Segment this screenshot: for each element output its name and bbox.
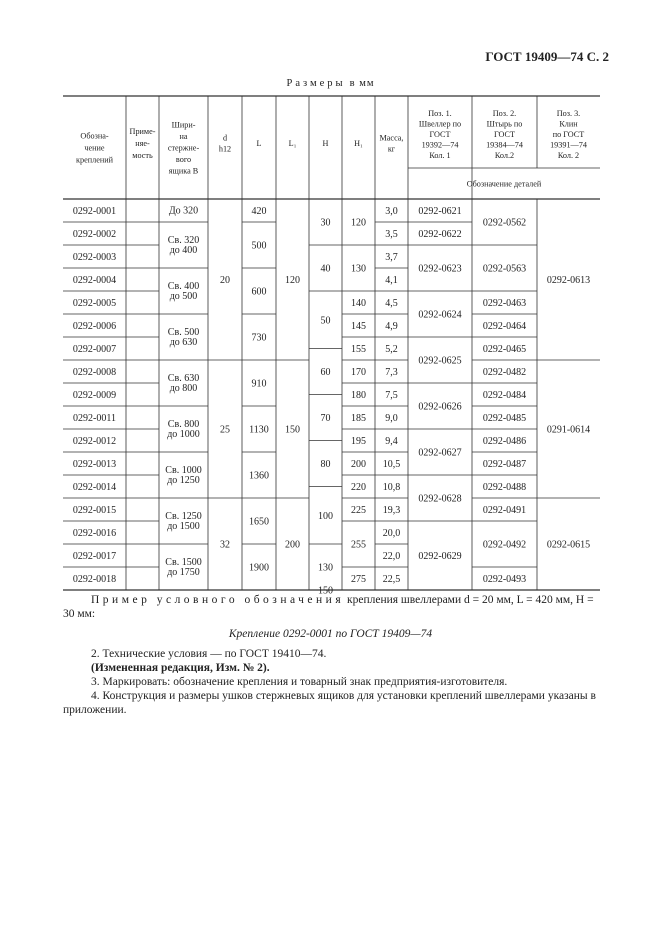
designation-cell: 0292-0009: [72, 390, 117, 401]
caption-unit: в мм: [349, 78, 375, 89]
H-cell: 60: [320, 367, 331, 378]
H-cell: 130: [318, 562, 333, 574]
d-cell: 20: [220, 275, 230, 286]
page-header: ГОСТ 19409—74 С. 2: [485, 49, 609, 64]
header-designation: чение: [84, 143, 105, 153]
header-mass: Масса,: [379, 133, 404, 143]
designation-cell: 0292-0017: [72, 551, 117, 562]
header-width: Шири-: [171, 120, 196, 130]
pos1-cell: 0292-0624: [418, 309, 462, 321]
H-cell: 100: [318, 510, 333, 522]
header-pos1: Поз. 1.: [428, 109, 452, 118]
H1-cell: 180: [351, 390, 366, 401]
pos1-cell: 0292-0623: [418, 263, 462, 275]
example-paragraph: [63, 593, 603, 621]
designation-cell: 0292-0016: [72, 528, 117, 539]
mass-cell: 4,5: [385, 298, 398, 309]
header-pos2: Кол.2: [494, 151, 515, 160]
H1-cell: 185: [351, 413, 366, 424]
pos1-cell: 0292-0628: [418, 493, 462, 505]
pos2-cell: 0292-0562: [482, 217, 527, 229]
pos2-cell: 0292-0484: [482, 390, 527, 401]
header-H1: H₁: [354, 139, 363, 148]
width-cell: До 320: [168, 205, 199, 217]
L-cell: 1650: [249, 516, 269, 528]
header-parts-designation: Обозначение деталей: [466, 179, 542, 189]
designation-cell: 0292-0001: [72, 206, 117, 217]
H-cell: 150: [318, 585, 333, 597]
L-cell: 1130: [249, 424, 269, 436]
header-application: Приме-: [129, 127, 156, 136]
H1-cell: 275: [351, 574, 366, 585]
mass-cell: 4,1: [385, 275, 398, 286]
designation-cell: 0292-0011: [73, 413, 116, 424]
paragraph-2: 2. Технические условия — по ГОСТ 19410—74.: [91, 648, 327, 660]
caption-text: Размеры: [286, 78, 346, 89]
example-rest: крепления швеллерами d = 20 мм, L = 420 мм, H = 30 мм:: [63, 594, 594, 620]
width-cell: Св. 800: [167, 419, 200, 430]
L-cell: 1360: [249, 470, 269, 482]
H1-cell: 220: [351, 482, 366, 493]
width-cell: до 1750: [167, 567, 200, 578]
header-application: няе-: [135, 139, 150, 148]
designation-cell: 0292-0002: [72, 229, 117, 240]
H-cell: 40: [320, 263, 331, 275]
H1-cell: 200: [351, 459, 366, 470]
pos2-cell: 0292-0485: [482, 413, 527, 424]
H1-cell: 120: [351, 217, 366, 229]
H1-cell: 225: [351, 505, 366, 516]
width-cell: Св. 630: [167, 373, 200, 384]
header-width: вого: [175, 155, 192, 164]
mass-cell: 7,3: [385, 367, 398, 378]
pos2-cell: 0292-0482: [482, 367, 527, 378]
header-L: L: [256, 139, 262, 148]
width-cell: до 630: [169, 337, 198, 348]
H-cell: 80: [320, 459, 331, 470]
H1-cell: 140: [351, 298, 366, 309]
H1-cell: 170: [351, 367, 366, 378]
header-application: мость: [132, 151, 153, 160]
L1-cell: 120: [285, 275, 300, 286]
pos3-cell: 0292-0613: [546, 275, 591, 286]
designation-cell: 0292-0012: [72, 436, 117, 447]
L-cell: 420: [251, 206, 267, 217]
pos1-cell: 0292-0621: [418, 206, 462, 217]
H1-cell: 145: [351, 321, 366, 332]
mass-cell: 7,5: [385, 390, 398, 401]
width-cell: Св. 500: [167, 327, 200, 338]
pos2-cell: 0292-0463: [482, 298, 527, 309]
width-cell: Св. 320: [167, 235, 200, 246]
header-pos3: по ГОСТ: [552, 130, 585, 139]
mass-cell: 5,2: [385, 344, 398, 355]
header-pos2: 19384—74: [486, 140, 523, 150]
pos2-cell: 0292-0486: [482, 436, 527, 447]
mass-cell: 3,7: [385, 252, 398, 263]
pos1-cell: 0292-0626: [418, 401, 462, 413]
mass-cell: 10,8: [382, 482, 401, 493]
paragraph-2-edit-note: (Измененная редакция, Изм. № 2).: [91, 662, 270, 674]
header-d: h12: [218, 144, 232, 154]
pos2-cell: 0292-0464: [482, 321, 527, 332]
mass-cell: 22,5: [382, 574, 401, 585]
header-designation: креплений: [76, 155, 113, 165]
width-cell: до 400: [169, 245, 198, 256]
L-cell: 600: [251, 286, 267, 298]
mass-cell: 9,4: [385, 436, 398, 447]
header-pos2: Штырь по: [486, 119, 523, 129]
pos1-cell: 0292-0629: [418, 551, 462, 562]
designation-cell: 0292-0015: [72, 505, 117, 516]
designation-cell: 0292-0018: [72, 574, 117, 585]
width-cell: до 1000: [167, 429, 200, 440]
pos2-cell: 0292-0492: [482, 539, 527, 551]
L1-cell: 150: [285, 424, 300, 436]
d-cell: 32: [220, 539, 230, 551]
H1-cell: 155: [351, 344, 366, 355]
width-cell: Св. 1500: [165, 557, 202, 568]
H-cell: 50: [320, 315, 331, 327]
mass-cell: 4,9: [385, 321, 398, 332]
header-L1: L₁: [288, 139, 297, 148]
paragraph-4: 4. Конструкция и размеры ушков стержневых ящиков для установки креплений швеллерами указаны в приложении.: [63, 690, 596, 716]
header-mass: кг: [387, 144, 396, 154]
header-width: стержне-: [167, 143, 200, 153]
pos3-cell: 0292-0615: [546, 539, 591, 551]
header-pos3: Кол. 2: [557, 151, 580, 160]
mass-cell: 22,0: [382, 551, 401, 562]
designation-cell: 0292-0003: [72, 252, 117, 263]
designation-cell: 0292-0006: [72, 321, 117, 332]
pos1-cell: 0292-0627: [418, 447, 462, 459]
L-cell: 730: [251, 332, 267, 344]
mass-cell: 9,0: [385, 413, 398, 424]
L-cell: 910: [251, 378, 267, 390]
pos3-cell: 0291-0614: [546, 424, 591, 436]
width-cell: до 800: [169, 383, 198, 394]
designation-example: Крепление 0292-0001 по ГОСТ 19409—74: [228, 628, 433, 640]
mass-cell: 3,0: [385, 206, 398, 217]
designation-cell: 0292-0013: [72, 459, 117, 470]
header-width: ящика B: [168, 166, 199, 176]
pos2-cell: 0292-0488: [482, 482, 527, 493]
designation-cell: 0292-0004: [72, 275, 117, 286]
pos2-cell: 0292-0465: [482, 344, 527, 355]
mass-cell: 20,0: [382, 528, 401, 539]
header-pos2: Поз. 2.: [492, 109, 517, 118]
header-pos3: 19391—74: [550, 140, 587, 150]
header-pos1: ГОСТ: [429, 130, 451, 139]
header-pos3: Клин: [559, 119, 578, 129]
H1-cell: 130: [351, 263, 366, 275]
width-cell: до 1500: [167, 521, 200, 532]
designation-cell: 0292-0007: [72, 344, 117, 355]
header-pos2: ГОСТ: [493, 130, 516, 139]
mass-cell: 3,5: [385, 229, 398, 240]
width-cell: Св. 1000: [165, 465, 202, 476]
mass-cell: 19,3: [382, 505, 401, 516]
example-spaced: Пример условного обозначения: [91, 594, 345, 606]
header-designation: Обозна-: [80, 131, 109, 141]
designation-cell: 0292-0005: [72, 298, 117, 309]
d-cell: 25: [220, 424, 230, 436]
L-cell: 1900: [249, 562, 269, 574]
H-cell: 30: [320, 217, 331, 229]
header-H: H: [322, 139, 329, 148]
mass-cell: 10,5: [382, 459, 401, 470]
L1-cell: 200: [285, 539, 300, 551]
H1-cell: 255: [351, 539, 366, 551]
pos2-cell: 0292-0493: [482, 574, 527, 585]
header-pos1: Кол. 1: [429, 151, 451, 160]
pos2-cell: 0292-0487: [482, 459, 527, 470]
header-pos1: Швеллер по: [418, 119, 462, 129]
pos2-cell: 0292-0491: [482, 505, 527, 516]
designation-cell: 0292-0008: [72, 367, 117, 378]
paragraph-3: 3. Маркировать: обозначение крепления и товарный знак предприятия-изготовителя.: [91, 676, 508, 688]
width-cell: Св. 400: [167, 281, 200, 292]
header-pos3: Поз. 3.: [556, 109, 581, 118]
header-d: d: [222, 133, 228, 143]
pos1-cell: 0292-0625: [418, 355, 462, 367]
width-cell: до 1250: [167, 475, 200, 486]
header-pos1: 19392—74: [421, 140, 459, 150]
H1-cell: 195: [351, 436, 366, 447]
header-width: на: [179, 132, 188, 141]
L-cell: 500: [251, 240, 267, 252]
pos2-cell: 0292-0563: [482, 263, 527, 275]
pos1-cell: 0292-0622: [418, 229, 462, 240]
width-cell: до 500: [169, 291, 198, 302]
H-cell: 70: [320, 413, 331, 424]
designation-cell: 0292-0014: [72, 482, 117, 493]
width-cell: Св. 1250: [165, 511, 202, 522]
